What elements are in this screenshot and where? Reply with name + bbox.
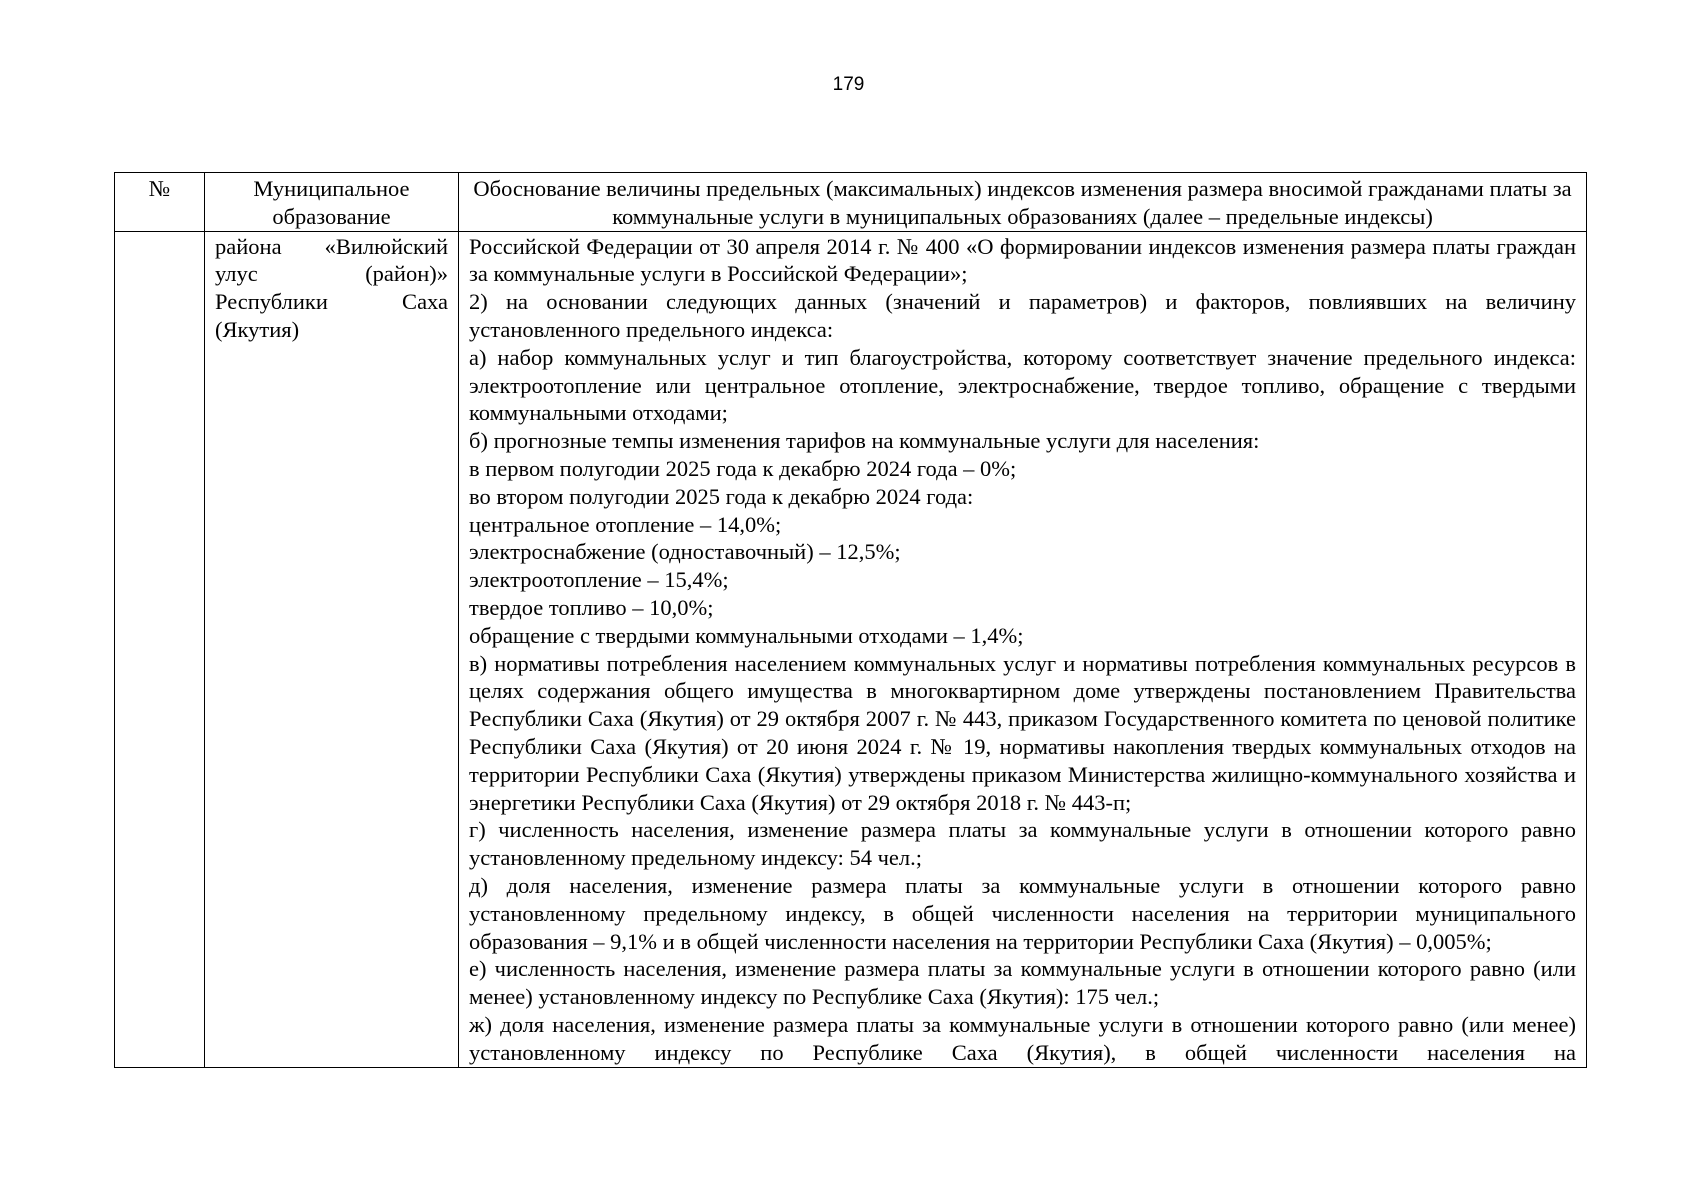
municipality-line: (Якутия) <box>215 316 300 342</box>
paragraph: ж) доля населения, изменение размера платы за коммунальные услуги в отношении которого равно (или менее) установленному индексу по Республике Саха (Якутия), в общей численности населения на <box>469 1011 1576 1065</box>
paragraph: г) численность населения, изменение размера платы за коммунальные услуги в отношении которого равно установленному предельному индексу: 54 чел.; <box>469 817 1576 871</box>
header-number: № <box>115 173 205 232</box>
paragraph: 2) на основании следующих данных (значений и параметров) и факторов, повлиявших на величину установленного предельного индекса: <box>469 289 1576 342</box>
paragraph: центральное отопление – 14,0%; <box>469 511 782 537</box>
paragraph: б) прогнозные темпы изменения тарифов на коммунальные услуги для населения: <box>469 428 1260 454</box>
paragraph: электроотопление – 15,4%; <box>469 567 729 593</box>
table-header-row <box>115 173 1587 232</box>
paragraph: твердое топливо – 10,0%; <box>469 594 714 620</box>
paragraph: в первом полугодии 2025 года к декабрю 2024 года – 0%; <box>469 455 1017 481</box>
municipality-cell <box>205 231 459 1067</box>
municipality-line: улус (район)» <box>215 261 448 287</box>
paragraph: обращение с твердыми коммунальными отходами – 1,4%; <box>469 622 1024 648</box>
page-number: 179 <box>832 74 865 95</box>
paragraph: а) набор коммунальных услуг и тип благоустройства, которому соответствует значение предельного индекса: электроотопление или центральное отопление, электроснабжение, твердое топливо, обращение с твердыми коммунальными отходами; <box>469 344 1576 426</box>
row-number-cell <box>115 231 205 1067</box>
header-municipality: Муниципальное образование <box>205 173 459 232</box>
header-justification: Обоснование величины предельных (максимальных) индексов изменения размера вносимой гражданами платы за коммунальные услуги в муниципальных образованиях (далее – предельные индексы) <box>459 173 1587 232</box>
paragraph: во втором полугодии 2025 года к декабрю 2024 года: <box>469 483 974 509</box>
paragraph: е) численность населения, изменение размера платы за коммунальные услуги в отношении которого равно (или менее) установленному индексу по Республике Саха (Якутия): 175 чел.; <box>469 956 1576 1010</box>
paragraph: Российской Федерации от 30 апреля 2014 г. № 400 «О формировании индексов изменения размера платы граждан за коммунальные услуги в Российской Федерации»; <box>469 233 1576 287</box>
paragraph: в) нормативы потребления населением коммунальных услуг и нормативы потребления коммунальных ресурсов в целях содержания общего имущества в многоквартирном доме утверждены постановлением Правительства Республики Саха (Якутия) от 29 октября 2007 г. № 443, приказом Государственного комитета по ценовой политике Республики Саха (Якутия) от 20 июня 2024 г. № 19, нормативы накопления твердых коммунальных отходов на территории Республики Саха (Якутия) утверждены приказом Министерства жилищно-коммунального хозяйства и энергетики Республики Саха (Якутия) от 29 октября 2018 г. № 443-п; <box>469 650 1576 815</box>
paragraph: электроснабжение (одноставочный) – 12,5%; <box>469 539 901 565</box>
indices-table <box>114 172 1587 1068</box>
municipality-line: Республики Саха <box>215 289 448 315</box>
paragraph: д) доля населения, изменение размера платы за коммунальные услуги в отношении которого равно установленному предельному индексу, в общей численности населения на территории муниципального образования – 9,1% и в общей численности населения на территории Республики Саха (Якутия) – 0,005%; <box>469 872 1576 954</box>
table-row <box>115 231 1587 1067</box>
justification-cell <box>459 231 1587 1067</box>
municipality-line: района «Вилюйский <box>215 233 448 259</box>
